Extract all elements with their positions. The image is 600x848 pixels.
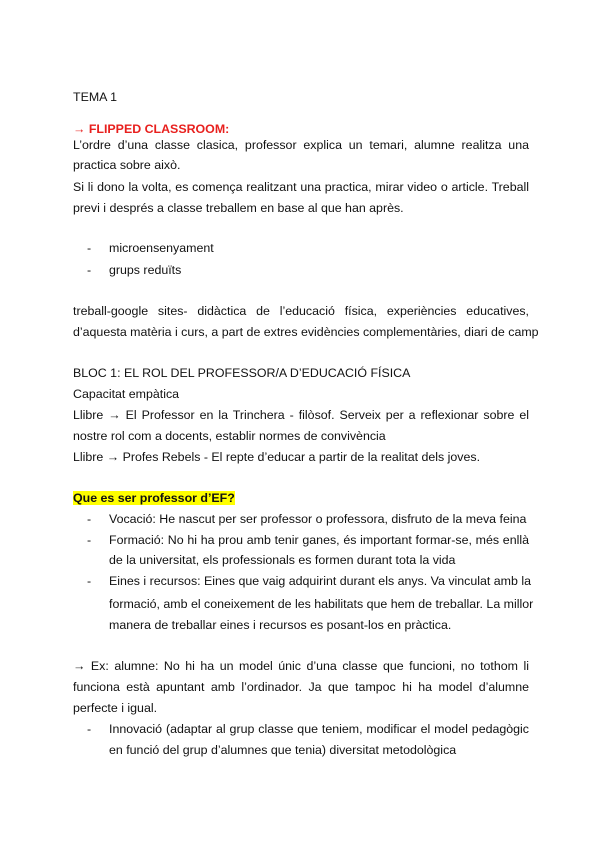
paragraph-line: L’ordre d’una classe clasica, professor explica un temari, alumne realitza una (73, 138, 529, 152)
paragraph-line: Llibre → El Professor en la Trinchera - filòsof. Serveix per a reflexionar sobre el (73, 408, 529, 422)
list-item-text: microensenyament (109, 241, 214, 255)
list-item-continuation: formació, amb el coneixement de les habilitats que hem de treballar. La millor (109, 597, 534, 611)
paragraph-line: perfecte i igual. (73, 701, 158, 715)
paragraph-line: treball-google sites- didàctica de l’educació física, experiències educatives, (73, 304, 529, 318)
paragraph-line: nostre rol com a docents, establir normes de convivència (73, 429, 386, 443)
paragraph-line: previ i després a classe treballem en base al que han après. (73, 201, 404, 215)
bullet-dash: - (87, 574, 92, 588)
list-item-text: Vocació: He nascut per ser professor o professora, disfruto de la meva feina (109, 512, 527, 526)
bullet-dash: - (87, 263, 92, 277)
list-item-continuation: de la universitat, els professionals es formen durant tota la vida (109, 553, 456, 567)
list-item-continuation: en funció del grup d’alumnes que tenia) diversitat metodològica (109, 743, 457, 757)
bullet-dash: - (87, 241, 92, 255)
paragraph-line: → Ex: alumne: No hi ha un model únic d’una classe que funcioni, no tothom li (73, 659, 529, 673)
paragraph-line: practica sobre això. (73, 158, 181, 172)
list-item-continuation: manera de treballar eines i recursos es posant-los en pràctica. (109, 618, 452, 632)
highlighted-text: Que es ser professor d’EF? (73, 491, 235, 505)
bullet-dash: - (87, 533, 92, 547)
section-subtitle: Capacitat empàtica (73, 387, 180, 401)
bullet-dash: - (87, 722, 92, 736)
list-item-text: Formació: No hi ha prou amb tenir ganes, és important formar-se, més enllà (109, 533, 529, 547)
question-title (73, 490, 235, 506)
list-item-text: grups reduïts (109, 263, 182, 277)
bullet-dash: - (87, 512, 92, 526)
page-heading: TEMA 1 (73, 90, 118, 104)
flipped-classroom-title: → FLIPPED CLASSROOM: (73, 122, 230, 136)
paragraph-line: Llibre → Profes Rebels - El repte d’educar a partir de la realitat dels joves. (73, 450, 481, 464)
section-title: BLOC 1: EL ROL DEL PROFESSOR/A D’EDUCACIÓ FÍSICA (73, 366, 411, 380)
paragraph-line: Si li dono la volta, es comença realitzant una practica, mirar video o article. Treball (73, 180, 529, 194)
paragraph-line: funciona està apuntant amb l’ordinador. Ja que tampoc hi ha model d’alumne (73, 680, 529, 694)
list-item-text: Innovació (adaptar al grup classe que teniem, modificar el model pedagògic (109, 722, 529, 736)
list-item-text: Eines i recursos: Eines que vaig adquirint durant els anys. Va vinculat amb la (109, 574, 531, 588)
paragraph-line: d’aquesta matèria i curs, a part de extres evidències complementàries, diari de camp (73, 325, 539, 339)
